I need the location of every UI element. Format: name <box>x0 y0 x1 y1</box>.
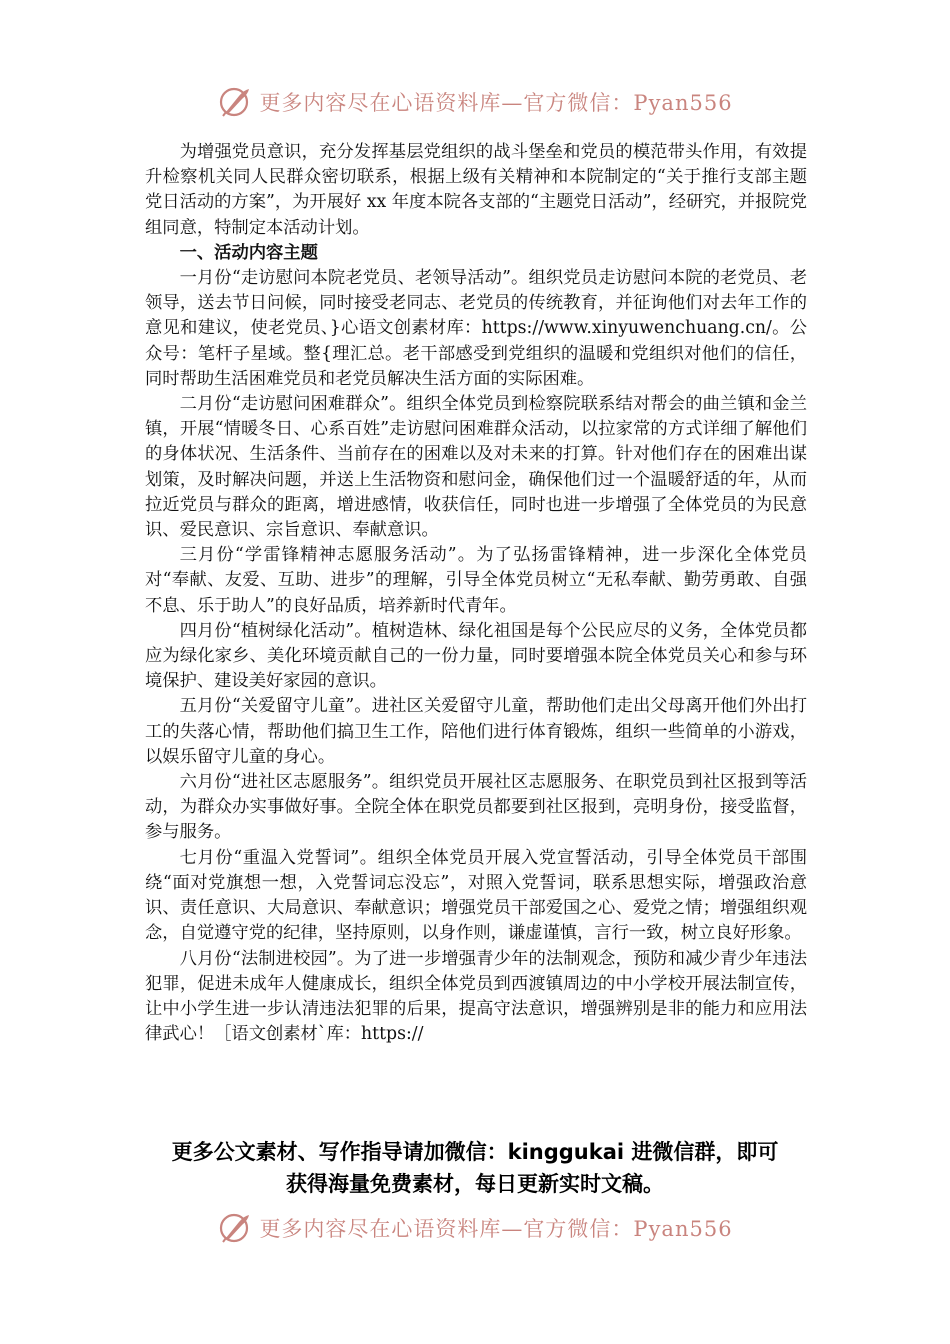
quill-pen-logo-icon <box>217 84 253 120</box>
watermark-text: 更多内容尽在心语资料库—官方微信：Pyan556 <box>259 1217 733 1241</box>
quill-pen-logo-icon <box>217 1210 253 1246</box>
footer-watermark <box>0 1208 950 1248</box>
month-paragraph-april: 四月份“植树绿化活动”。植树造林、绿化祖国是每个公民应尽的义务，全体党员都应为绿化家乡、美化环境贡献自己的一份力量，同时要增强本院全体党员关心和参与环境保护、建设美好家园的意识。 <box>145 620 807 692</box>
month-paragraph-may: 五月份“关爱留守儿童”。进社区关爱留守儿童，帮助他们走出父母离开他们外出打工的失落心情，帮助他们搞卫生工作，陪他们进行体育锻炼，组织一些简单的小游戏，以娱乐留守儿童的身心。 <box>145 696 807 767</box>
watermark-text: 更多内容尽在心语资料库—官方微信：Pyan556 <box>259 91 733 115</box>
month-paragraph-january: 一月份“走访慰问本院老党员、老领导活动”。组织党员走访慰问本院的老党员、老领导，送去节日问候，同时接受老同志、老党员的传统教育，并征询他们对去年工作的意见和建议，使老党员、}心语文创素材库：https://www.xinyuwenchuang.cn/。公众号：笔杆子星域。整{理汇总。老干部感受到党组织的温暖和党组织对他们的信任，同时帮助生活困难党员和老党员解决生活方面的实际困难。 <box>145 268 807 389</box>
section-heading: 一、活动内容主题 <box>179 242 318 263</box>
promo-line-2: 获得海量免费素材，每日更新实时文稿。 <box>286 1172 664 1196</box>
promo-banner <box>0 1136 950 1200</box>
month-paragraph-july: 七月份“重温入党誓词”。组织全体党员开展入党宣誓活动，引导全体党员干部围绕“面对党旗想一想，入党誓词忘没忘”，对照入党誓词，联系思想实际，增强政治意识、责任意识、大局意识、奉献意识；增强党员干部爱国之心、爱党之情；增强组织观念，自觉遵守党的纪律，坚持原则，以身作则，谦虚谨慎，言行一致，树立良好形象。 <box>145 847 807 944</box>
month-paragraph-august: 八月份“法制进校园”。为了进一步增强青少年的法制观念，预防和减少青少年违法犯罪，促进未成年人健康成长，组织全体党员到西渡镇周边的中小学校开展法制宣传，让中小学生进一步认清违法犯罪的后果，提高守法意识，增强辨别是非的能力和应用法律武心！［语文创素材`库：https:// <box>145 948 807 1045</box>
month-paragraph-march: 三月份“学雷锋精神志愿服务活动”。为了弘扬雷锋精神，进一步深化全体党员对“奉献、友爱、互助、进步”的理解，引导全体党员树立“无私奉献、勤劳勇敢、自强不息、乐于助人”的良好品质，培养新时代青年。 <box>145 545 807 616</box>
promo-line-1: 更多公文素材、写作指导请加微信：kinggukai 进微信群，即可 <box>171 1140 779 1164</box>
document-body <box>145 140 807 1047</box>
month-paragraph-june: 六月份“进社区志愿服务”。组织党员开展社区志愿服务、在职党员到社区报到等活动，为群众办实事做好事。全院全体在职党员都要到社区报到，亮明身份，接受监督，参与服务。 <box>145 772 807 843</box>
header-watermark <box>0 82 950 122</box>
month-paragraph-february: 二月份“走访慰问困难群众”。组织全体党员到检察院联系结对帮会的曲兰镇和金兰镇，开展“情暖冬日、心系百姓”走访慰问困难群众活动，以拉家常的方式详细了解他们的身体状况、生活条件、当前存在的困难以及对未来的打算。针对他们存在的困难出谋划策，及时解决问题，并送上生活物资和慰问金，确保他们过一个温暖舒适的年，从而拉近党员与群众的距离，增进感情，收获信任，同时也进一步增强了全体党员的为民意识、爱民意识、宗旨意识、奉献意识。 <box>145 394 807 541</box>
intro-paragraph: 为增强党员意识，充分发挥基层党组织的战斗堡垒和党员的模范带头作用，有效提升检察机关同人民群众密切联系，根据上级有关精神和本院制定的“关于推行支部主题党日活动的方案”，为开展好 xx 年度本院各支部的“主题党日活动”，经研究，并报院党组同意，特制定本活动计划。 <box>145 142 807 238</box>
